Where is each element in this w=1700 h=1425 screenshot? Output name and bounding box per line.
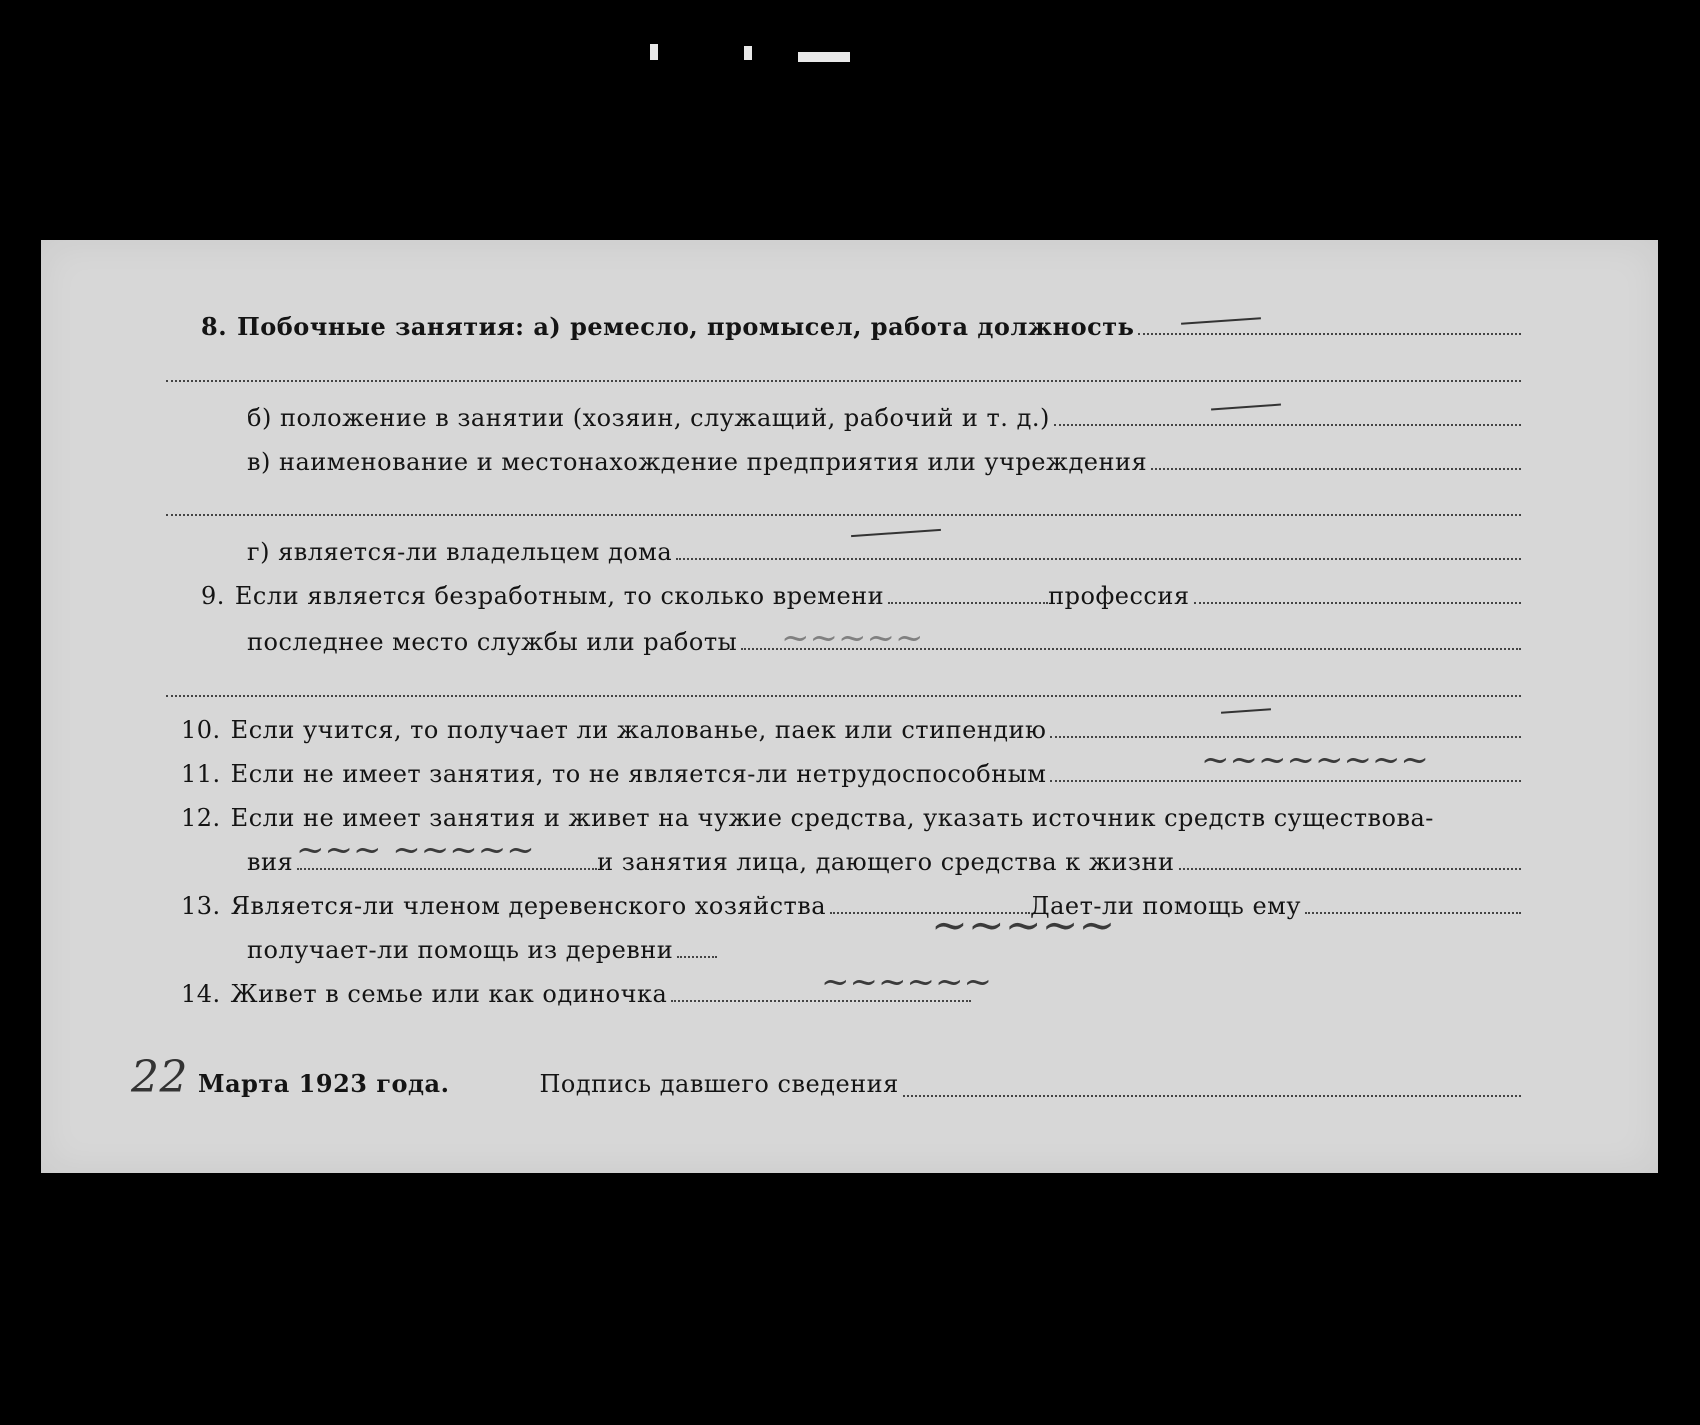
q12-cont-fill xyxy=(1179,867,1522,870)
q8b-label: б) положение в занятии (хозяин, служащий, рабочий и т. д.) xyxy=(247,404,1050,432)
q9-number: 9. xyxy=(201,582,225,610)
q14-handwriting: ~~~~~~ xyxy=(821,962,992,1002)
q13-help-gives-fill xyxy=(1305,911,1521,914)
q13-row xyxy=(181,892,1521,920)
q9-time-fill xyxy=(888,601,1048,604)
q8b-fill-line xyxy=(1054,423,1521,426)
q8g-label: г) является-ли владельцем дома xyxy=(247,538,673,566)
q12-row xyxy=(181,804,1521,832)
q13-help-gives-label: Дает-ли помощь ему xyxy=(1030,892,1301,920)
q8v-extra-line xyxy=(166,514,1521,516)
q10-label: Если учится, то получает ли жалованье, паек или стипендию xyxy=(230,716,1047,744)
form-card xyxy=(41,240,1658,1173)
q13-help-gets-row xyxy=(247,936,1521,964)
q12-label: Если не имеет занятия и живет на чужие средства, указать источник средств существова- xyxy=(230,804,1434,832)
q13-help-gets-fill xyxy=(677,955,717,958)
q11-label: Если не имеет занятия, то не является-ли нетрудоспособным xyxy=(230,760,1047,788)
q8g-dash-mark xyxy=(851,529,941,537)
q14-label: Живет в семье или как одиночка xyxy=(230,980,668,1008)
footer-signature-label: Подпись давшего сведения xyxy=(539,1070,899,1098)
q12-cont-b: и занятия лица, дающего средства к жизни xyxy=(597,848,1175,876)
q9-last-place-label: последнее место службы или работы xyxy=(247,628,738,656)
q13-help-gets-label: получает-ли помощь из деревни xyxy=(247,936,674,964)
q8-fill-line xyxy=(1138,332,1521,335)
q12-cont-a: вия xyxy=(247,848,294,876)
footer-date: Марта 1923 года. xyxy=(198,1069,450,1098)
q8-extra-line xyxy=(166,380,1521,382)
q9-profession-label: профессия xyxy=(1048,582,1190,610)
q9-label: Если является безработным, то сколько времени xyxy=(234,582,885,610)
q10-fill-line xyxy=(1050,735,1521,738)
footer-signature-fill xyxy=(903,1094,1521,1097)
q8-label: Побочные занятия: а) ремесло, промысел, работа должность xyxy=(237,312,1135,341)
q9-row xyxy=(201,582,1521,610)
q8-row xyxy=(201,312,1521,341)
q8v-fill-line xyxy=(1151,467,1521,470)
q8-number: 8. xyxy=(201,312,228,341)
q9-extra-line xyxy=(166,695,1521,697)
q8g-fill-line xyxy=(676,557,1521,560)
q10-dash-mark xyxy=(1221,708,1271,713)
q12-handwriting: ~~~ ~~~~~ xyxy=(296,830,535,870)
q14-number: 14. xyxy=(181,980,221,1008)
q10-number: 10. xyxy=(181,716,221,744)
q8v-row xyxy=(247,448,1521,476)
q8b-row xyxy=(247,404,1521,432)
footer-row xyxy=(131,1052,1521,1103)
q9-profession-fill xyxy=(1194,601,1522,604)
q8v-label: в) наименование и местонахождение предприятия или учреждения xyxy=(247,448,1148,476)
q9-handwriting: ~~~~~ xyxy=(781,618,924,658)
q13-label: Является-ли членом деревенского хозяйства xyxy=(230,892,827,920)
film-marks xyxy=(640,38,860,78)
q11-handwriting: ~~~~~~~~ xyxy=(1201,740,1429,780)
q12-number: 12. xyxy=(181,804,221,832)
q8g-row xyxy=(247,538,1521,566)
q13-handwriting: ~~~~~ xyxy=(931,900,1116,951)
q11-number: 11. xyxy=(181,760,221,788)
footer-day: 22 xyxy=(131,1052,188,1103)
q13-number: 13. xyxy=(181,892,221,920)
